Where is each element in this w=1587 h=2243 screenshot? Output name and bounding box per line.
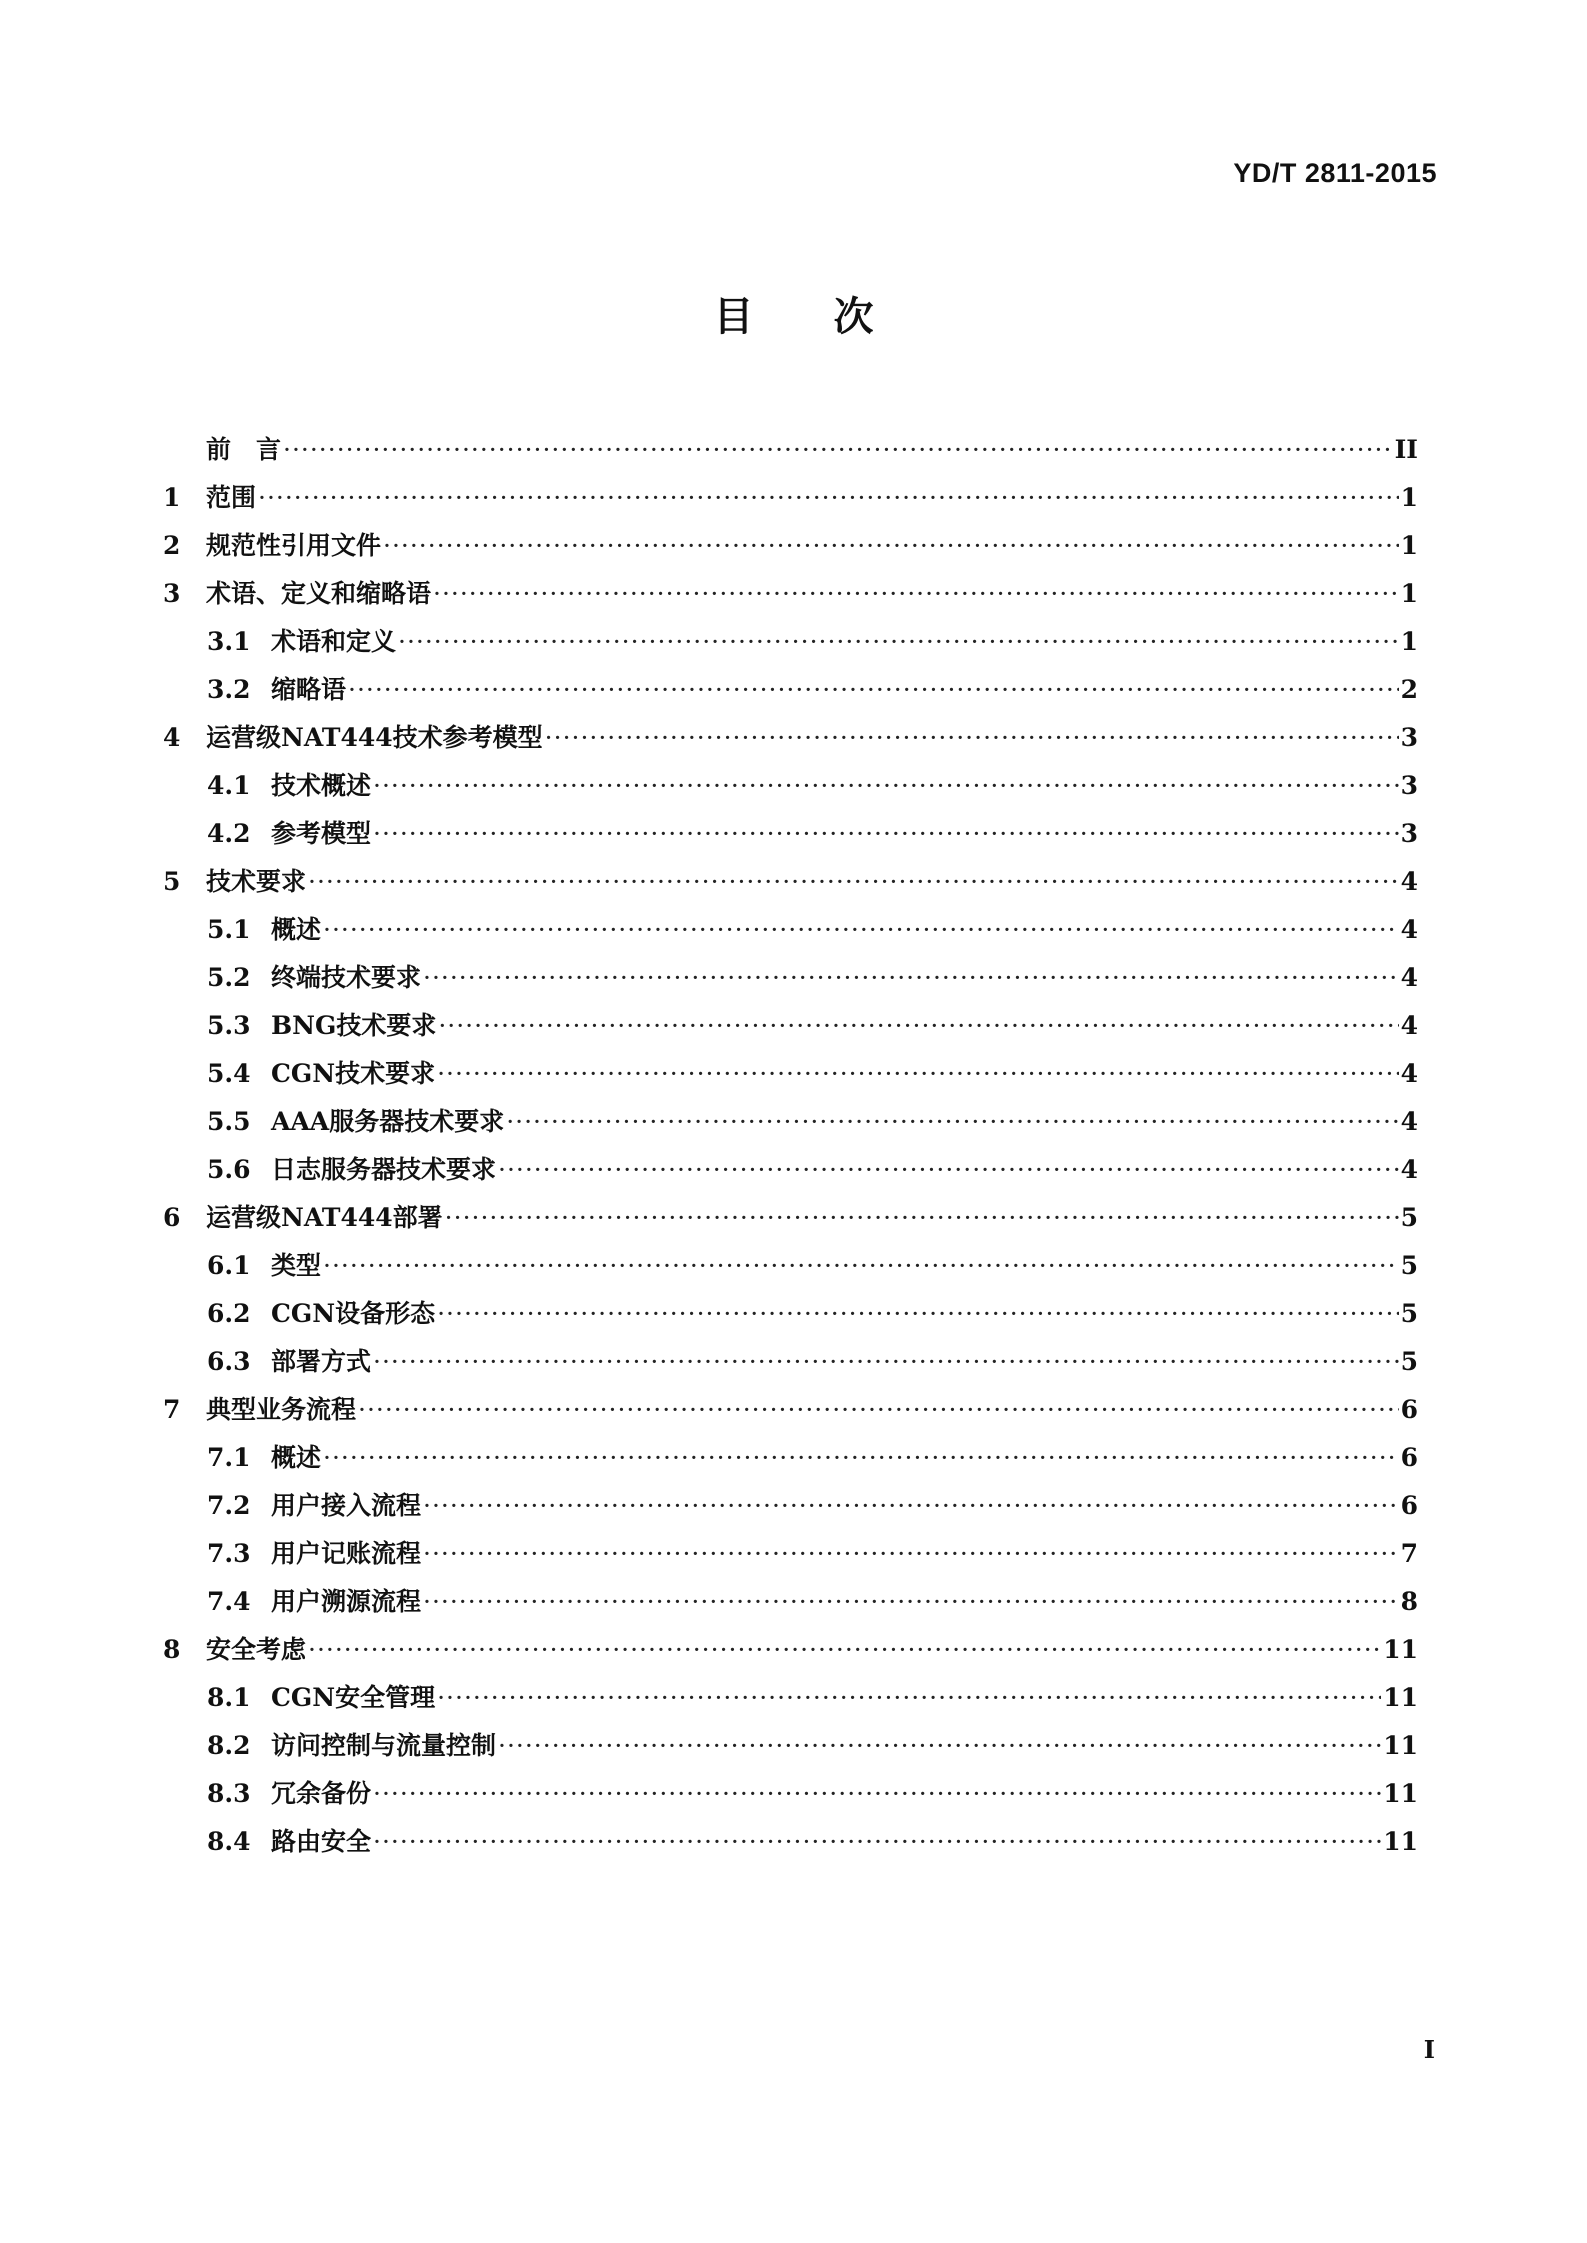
toc-entry-title: 终端技术要求 [271,963,422,992]
toc-entry-title: 技术要求 [206,867,307,896]
dot-leader [348,666,1399,714]
toc-entry-page: 6 [1400,1443,1418,1472]
toc-entry-title: 术语、定义和缩略语 [206,579,432,608]
toc-entry[interactable] [163,666,1418,714]
toc-entry-page: 4 [1400,963,1418,992]
toc-entry-number: 3.2 [207,675,251,704]
toc-entry-title: 术语和定义 [271,627,397,656]
toc-entry-title: 类型 [271,1251,322,1280]
toc-entry-title: 参考模型 [271,819,372,848]
toc-entry[interactable] [163,1818,1418,1866]
dot-leader [498,1722,1381,1770]
toc-entry-number: 6.2 [207,1299,251,1328]
toc-entry[interactable] [163,1578,1418,1626]
toc-entry[interactable] [163,1770,1418,1818]
dot-leader [423,1578,1399,1626]
toc-entry-number: 7.3 [207,1539,251,1568]
toc-entry-title: 用户记账流程 [271,1539,422,1568]
toc-entry[interactable] [163,1434,1418,1482]
toc-entry-title: CGN技术要求 [271,1059,436,1088]
toc-entry-number: 8.4 [207,1827,251,1856]
toc-entry[interactable] [163,954,1418,1002]
dot-leader [437,1050,1398,1098]
dot-leader [323,1434,1399,1482]
toc-entry-title: 概述 [271,915,322,944]
toc-entry[interactable] [163,474,1418,522]
toc-entry-title: 缩略语 [271,675,347,704]
toc-entry-page: 4 [1400,915,1418,944]
toc-entry-number: 5.6 [207,1155,251,1184]
toc-entry-page: 3 [1400,723,1418,752]
toc-entry[interactable] [163,1002,1418,1050]
toc-entry-number: 2 [163,531,181,560]
toc-entry[interactable] [163,1146,1418,1194]
toc-entry[interactable] [163,1050,1418,1098]
dot-leader [283,426,1393,474]
toc-entry-number: 4.2 [207,819,251,848]
toc-entry-title: BNG技术要求 [271,1011,437,1040]
toc-entry-page: 1 [1400,531,1418,560]
toc-entry-title: 日志服务器技术要求 [271,1155,497,1184]
toc-entry-number: 8.3 [207,1779,251,1808]
toc-entry-title: 运营级NAT444部署 [206,1203,443,1232]
dot-leader [373,762,1399,810]
toc-entry-number: 5.3 [207,1011,251,1040]
toc-entry[interactable] [163,1530,1418,1578]
toc-entry-title: 冗余备份 [271,1779,372,1808]
toc-entry-page: 6 [1400,1491,1418,1520]
page-number: I [1423,2035,1435,2064]
toc-entry[interactable] [163,858,1418,906]
toc-entry-number: 4.1 [207,771,251,800]
toc-entry-number: 3.1 [207,627,251,656]
dot-leader [258,474,1399,522]
toc-entry[interactable] [163,1242,1418,1290]
toc-entry-page: 4 [1400,1155,1418,1184]
dot-leader [423,1482,1399,1530]
toc-entry-title: 规范性引用文件 [206,531,382,560]
toc-entry-title: CGN设备形态 [271,1299,436,1328]
dot-leader [423,1530,1399,1578]
dot-leader [423,954,1399,1002]
toc-entry-title: CGN安全管理 [271,1683,436,1712]
toc-entry-page: 11 [1383,1827,1418,1856]
dot-leader [445,1194,1399,1242]
toc-entry[interactable] [163,570,1418,618]
toc-entry-number: 5.5 [207,1107,251,1136]
toc-entry-page: 1 [1400,627,1418,656]
toc-entry-page: 3 [1400,771,1418,800]
toc-entry-page: 5 [1400,1251,1418,1280]
toc-entry[interactable] [163,522,1418,570]
toc-entry-title: 前 言 [206,435,282,464]
toc-entry-number: 5.2 [207,963,251,992]
dot-leader [437,1290,1398,1338]
toc-entry-number: 6.3 [207,1347,251,1376]
toc-entry[interactable] [163,810,1418,858]
toc-entry-title: 安全考虑 [206,1635,307,1664]
toc-entry-page: 4 [1400,867,1418,896]
toc-entry-number: 8.2 [207,1731,251,1760]
toc-entry-number: 1 [163,483,181,512]
toc-entry-number: 5.1 [207,915,251,944]
toc-entry-title: 用户溯源流程 [271,1587,422,1616]
toc-entry-page: 8 [1400,1587,1418,1616]
toc-entry-page: 11 [1383,1731,1418,1760]
toc-entry[interactable] [163,1482,1418,1530]
toc-entry-page: 11 [1383,1635,1418,1664]
toc-entry-page: 1 [1400,483,1418,512]
toc-entry-number: 6.1 [207,1251,251,1280]
toc-entry-number: 8 [163,1635,181,1664]
toc-entry-page: 5 [1400,1299,1418,1328]
dot-leader [358,1386,1399,1434]
dot-leader [373,810,1399,858]
toc-entry[interactable] [163,618,1418,666]
toc-entry-page: 11 [1383,1779,1418,1808]
dot-leader [373,1770,1381,1818]
toc-entry[interactable] [163,426,1418,474]
dot-leader [506,1098,1398,1146]
toc-entry-title: 范围 [206,483,257,512]
dot-leader [398,618,1399,666]
toc-entry-page: 5 [1400,1203,1418,1232]
toc-entry-number: 7 [163,1395,181,1424]
toc-entry-title: 运营级NAT444技术参考模型 [206,723,543,752]
dot-leader [308,1626,1381,1674]
toc-entry-number: 4 [163,723,181,752]
table-of-contents [163,426,1418,1866]
dot-leader [498,1146,1399,1194]
toc-entry-number: 3 [163,579,181,608]
toc-entry[interactable] [163,714,1418,762]
toc-entry[interactable] [163,1290,1418,1338]
dot-leader [323,906,1399,954]
toc-entry-page: 6 [1400,1395,1418,1424]
toc-entry-page: 4 [1400,1059,1418,1088]
toc-entry-title: 路由安全 [271,1827,372,1856]
toc-entry-page: 3 [1400,819,1418,848]
toc-entry-title: 访问控制与流量控制 [271,1731,497,1760]
toc-entry-number: 6 [163,1203,181,1232]
toc-entry-title: 用户接入流程 [271,1491,422,1520]
toc-entry[interactable] [163,1098,1418,1146]
toc-entry-page: 7 [1400,1539,1418,1568]
toc-entry[interactable] [163,1194,1418,1242]
toc-entry[interactable] [163,1674,1418,1722]
toc-entry-page: II [1394,435,1418,464]
toc-entry-page: 1 [1400,579,1418,608]
toc-entry[interactable] [163,1722,1418,1770]
page-title: 目次 [713,294,954,340]
dot-leader [373,1818,1381,1866]
toc-entry-page: 11 [1383,1683,1418,1712]
dot-leader [437,1674,1381,1722]
toc-entry[interactable] [163,1338,1418,1386]
toc-entry-title: 技术概述 [271,771,372,800]
dot-leader [433,570,1399,618]
toc-entry-number: 7.1 [207,1443,251,1472]
toc-entry-title: 典型业务流程 [206,1395,357,1424]
dot-leader [323,1242,1399,1290]
toc-entry-page: 4 [1400,1011,1418,1040]
dot-leader [383,522,1399,570]
toc-entry-page: 5 [1400,1347,1418,1376]
toc-entry-page: 4 [1400,1107,1418,1136]
toc-entry[interactable] [163,906,1418,954]
toc-entry-title: 概述 [271,1443,322,1472]
dot-leader [373,1338,1399,1386]
toc-entry-number: 7.2 [207,1491,251,1520]
toc-entry[interactable] [163,1386,1418,1434]
toc-entry-number: 5 [163,867,181,896]
toc-entry-title: AAA服务器技术要求 [271,1107,505,1136]
toc-entry-number: 7.4 [207,1587,251,1616]
toc-entry-page: 2 [1400,675,1418,704]
toc-entry-number: 8.1 [207,1683,251,1712]
toc-entry-number: 5.4 [207,1059,251,1088]
toc-entry[interactable] [163,762,1418,810]
dot-leader [308,858,1399,906]
dot-leader [438,1002,1398,1050]
document-code: YD/T 2811-2015 [1233,158,1437,188]
toc-entry-title: 部署方式 [271,1347,372,1376]
dot-leader [545,714,1399,762]
toc-entry[interactable] [163,1626,1418,1674]
